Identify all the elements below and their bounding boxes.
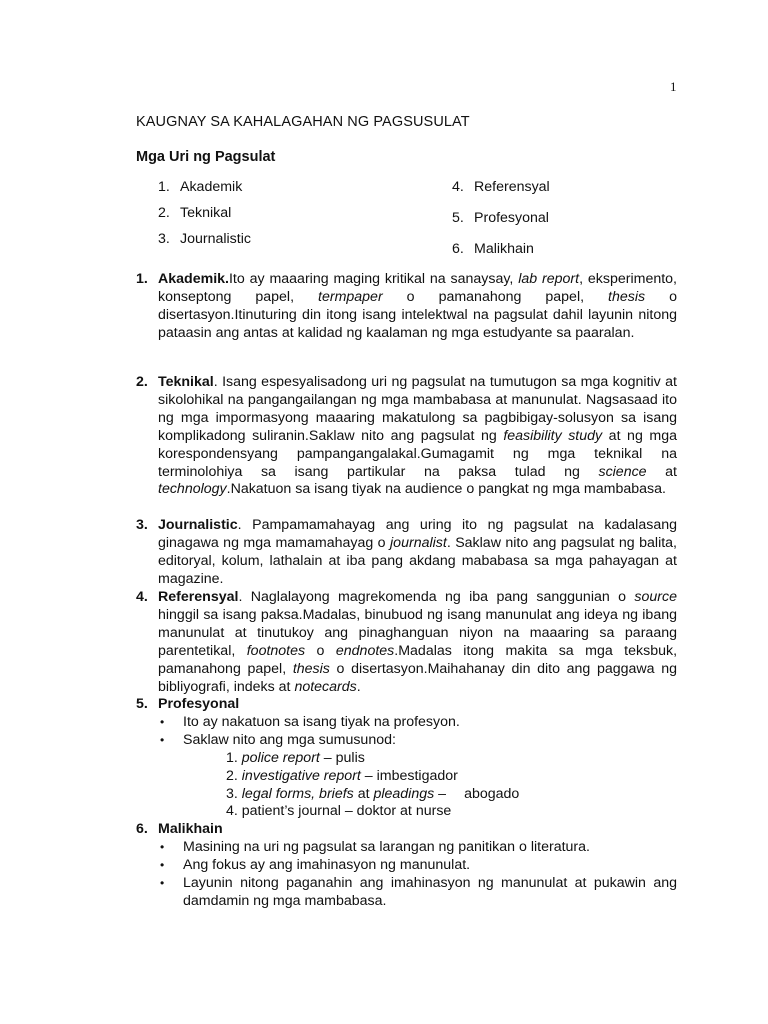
bullet-icon: • (160, 857, 165, 872)
list-item: 2. investigative report – imbestigador (226, 767, 458, 784)
section-body: Teknikal. Isang espesyalisadong uri ng pagsulat na tumutugon sa mga kognitiv at sikolohikal na pangangailangan ng mga mambabasa at manunulat. Nagsasaad ito ng mga impormasyong maaaring makatulong sa pagbibigay-solusyon sa isang komplikadong suliranin.Saklaw nito ang pagsulat ng feasibility study at ng mga korespondensyang pampangangalakal.Gumagamit ng mga teknikal na terminolohiya sa isang partikular na paksa tulad ng science at technology.Nakatuon sa isang tiyak na audience o pangkat ng mga mambabasa. (158, 374, 677, 498)
list-item: 2. Teknikal (158, 205, 232, 221)
list-item: 1. police report – pulis (226, 749, 365, 766)
list-item: • Ang fokus ay ang imahinasyon ng manunulat. (160, 856, 471, 873)
types-list-left (158, 179, 251, 257)
document-title: KAUGNAY SA KAHALAGAHAN NG PAGSUSULAT (136, 114, 470, 130)
list-item: 4. patient’s journal – doktor at nurse (226, 803, 452, 820)
bullet-icon: • (160, 732, 165, 747)
section-journalistic: 3. Journalistic. Pampamamahayag ang uring ito ng pagsulat na kadalasang ginagawa ng mga mamamahayag o journalist. Saklaw nito ang pagsulat ng balita, editoryal, kolum, lathalain at iba pang akdang mababasa sa mga pahayagan at magazine. (136, 517, 677, 587)
section-body: Akademik.Ito ay maaaring maging kritikal na sanaysay, lab report, eksperimento, konseptong papel, termpaper o pamanahong papel, thesis o disertasyon.Itinuturing din itong isang intelektwal na pagsulat dahil layunin nitong pataasin ang antas at kalidad ng kaalaman ng mga estudyante sa paaralan. (158, 271, 678, 341)
section-body: Referensyal. Naglalayong magrekomenda ng iba pang sanggunian o source hinggil sa isang paksa.Madalas, binubuod ng isang manunulat ang ideya ng ibang manunulat at tinutukoy ang pinaghanguan niyon na maaaring sa paraang parentetikal, footnotes o endnotes.Madalas itong makita sa mga teksbuk, pamanahong papel, thesis o disertasyon.Maihahanay din dito ang paggawa ng bibliyografi, indeks at notecards. (158, 589, 678, 695)
types-list-right (452, 179, 550, 272)
list-item: 4. Referensyal (452, 179, 550, 195)
section-body: Malikhain • Masining na uri ng pagsulat sa larangan ng panitikan o literatura. • Ang fokus ay ang imahinasyon ng manunulat. • Layunin nitong paganahin ang imahinasyon ng manunulat at pukawin ang damdamin ng mga mambabasa. (158, 821, 677, 909)
list-item: 1. Akademik (158, 179, 243, 195)
section-subtitle: Mga Uri ng Pagsulat (136, 149, 276, 165)
bullet-icon: • (160, 714, 165, 729)
list-item: • Masining na uri ng pagsulat sa larangan ng panitikan o literatura. (160, 838, 590, 855)
bullet-list (158, 714, 677, 750)
section-profesyonal: 5. Profesyonal • Ito ay nakatuon sa isang tiyak na profesyon. • Saklaw nito ang mga sumusunod: 1. police report – pulis 2. investigative report – imbestigador 3. legal forms, briefs at pleadings – abogado 4. patient’s journal – doktor at nurse (136, 696, 677, 821)
bullet-icon: • (160, 875, 165, 890)
list-item: 6. Malikhain (452, 241, 534, 257)
numbered-sublist (226, 750, 677, 822)
bullet-icon: • (160, 839, 165, 854)
section-referensyal: 4. Referensyal. Naglalayong magrekomenda ng iba pang sanggunian o source hinggil sa isang paksa.Madalas, binubuod ng isang manunulat ang ideya ng ibang manunulat at tinutukoy ang pinaghanguan niyon na maaaring sa paraang parentetikal, footnotes o endnotes.Madalas itong makita sa mga teksbuk, pamanahong papel, thesis o disertasyon.Maihahanay din dito ang paggawa ng bibliyografi, indeks at notecards. (136, 589, 678, 695)
page-number: 1 (670, 79, 677, 94)
list-item: 5. Profesyonal (452, 210, 549, 226)
section-body: Profesyonal • Ito ay nakatuon sa isang tiyak na profesyon. • Saklaw nito ang mga sumusunod: 1. police report – pulis 2. investigative report – imbestigador 3. legal forms, briefs at pleadings – abogado 4. patient’s journal – doktor at nurse (158, 696, 677, 821)
list-item: • Ito ay nakatuon sa isang tiyak na profesyon. (160, 713, 460, 730)
section-teknikal: 2. Teknikal. Isang espesyalisadong uri ng pagsulat na tumutugon sa mga kognitiv at sikolohikal na pangangailangan ng mga mambabasa at manunulat. Nagsasaad ito ng mga impormasyong maaaring makatulong sa pagbibigay-solusyon sa isang komplikadong suliranin.Saklaw nito ang pagsulat ng feasibility study at ng mga korespondensyang pampangangalakal.Gumagamit ng mga teknikal na terminolohiya sa isang partikular na paksa tulad ng science at technology.Nakatuon sa isang tiyak na audience o pangkat ng mga mambabasa. (136, 374, 677, 498)
section-body: Journalistic. Pampamamahayag ang uring ito ng pagsulat na kadalasang ginagawa ng mga mamamahayag o journalist. Saklaw nito ang pagsulat ng balita, editoryal, kolum, lathalain at iba pang akdang mababasa sa mga pahayagan at magazine. (158, 517, 677, 587)
list-item: • Layunin nitong paganahin ang imahinasyon ng manunulat at pukawin ang damdamin ng mga mambabasa. (160, 874, 677, 909)
list-item: 3. legal forms, briefs at pleadings – abogado (226, 785, 520, 802)
list-item: • Saklaw nito ang mga sumusunod: (160, 731, 396, 748)
list-item: 3. Journalistic (158, 231, 251, 247)
section-akademik: 1. Akademik.Ito ay maaaring maging kritikal na sanaysay, lab report, eksperimento, konseptong papel, termpaper o pamanahong papel, thesis o disertasyon.Itinuturing din itong isang intelektwal na pagsulat dahil layunin nitong pataasin ang antas at kalidad ng kaalaman ng mga estudyante sa paaralan. (136, 271, 678, 341)
section-malikhain: 6. Malikhain • Masining na uri ng pagsulat sa larangan ng panitikan o literatura. • Ang fokus ay ang imahinasyon ng manunulat. • Layunin nitong paganahin ang imahinasyon ng manunulat at pukawin ang damdamin ng mga mambabasa. (136, 821, 677, 909)
bullet-list (158, 839, 677, 911)
